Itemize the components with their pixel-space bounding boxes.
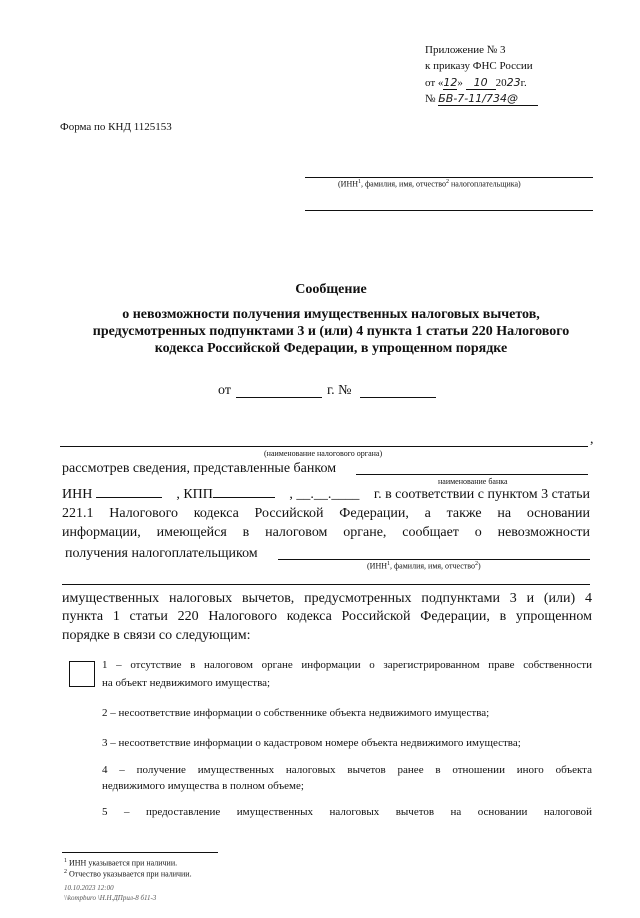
date-suffix: г. xyxy=(520,77,527,89)
date-from-word: от xyxy=(218,383,231,398)
date-day-value: 12 xyxy=(443,76,458,89)
document-heading: Сообщение xyxy=(295,282,367,297)
footnote-separator xyxy=(62,852,218,853)
order-number-value: БВ-7-11/734@ xyxy=(438,92,538,106)
inn-row xyxy=(62,487,590,503)
para1-line2: 221.1 Налогового кодекса Российской Федерации, а также на основании xyxy=(62,506,590,521)
taxpayer-line-full xyxy=(62,584,590,585)
reason-2: 2 – несоответствие информации о собственнике объекта недвижимого имущества; xyxy=(102,707,490,719)
taxpayer-line-mid xyxy=(278,559,590,560)
reason-checkbox[interactable] xyxy=(69,661,95,687)
para1-line4: получения налогоплательщиком xyxy=(65,546,258,561)
para2-line3: порядке в связи со следующим: xyxy=(62,628,251,643)
date-month-value: 10 xyxy=(466,76,496,90)
date-blank-dots: , __.__.____ xyxy=(289,487,360,502)
bank-line xyxy=(356,474,588,475)
footnote-2: $^2$ Отчество указывается при наличии. xyxy=(64,869,192,879)
tax-authority-caption: (наименование налогового органа) xyxy=(264,449,383,458)
order-label: к приказу ФНС России xyxy=(425,60,533,72)
reason-4-line2: недвижимого имущества в полном объеме; xyxy=(102,780,304,792)
bank-caption: наименование банка xyxy=(438,477,508,486)
stamp-line-2: \\kompburo \H.Н.ДПрил-8 б11-3 xyxy=(64,894,157,902)
taxpayer-caption: (ИНН$^1$, фамилия, имя, отчество$^2$ налогоплательщика) xyxy=(338,179,521,189)
comma-mark: , xyxy=(590,432,594,447)
para1-line3: информации, имеющейся в налоговом органе, сообщает о невозможности xyxy=(62,525,590,540)
title-line-1: о невозможности получения имущественных налоговых вычетов, xyxy=(122,307,540,322)
date-mid-label: » xyxy=(457,77,463,89)
date-from-label: от « xyxy=(425,77,444,89)
date-number-label: г. № xyxy=(327,383,352,398)
order-number xyxy=(425,92,538,106)
taxpayer-line-second xyxy=(305,210,593,211)
reason-4-line1: 4 – получение имущественных налоговых вычетов ранее в отношении иного объекта xyxy=(102,764,592,776)
reason-3: 3 – несоответствие информации о кадастровом номере объекта недвижимого имущества; xyxy=(102,737,521,749)
inn-row-rest: г. в соответствии с пунктом 3 статьи xyxy=(373,487,590,502)
kpp-label: , КПП xyxy=(176,487,213,502)
form-code: Форма по КНД 1125153 xyxy=(60,121,172,133)
inn-blank xyxy=(96,497,162,498)
taxpayer-line-top xyxy=(305,177,593,178)
date-blank xyxy=(236,397,322,398)
para2-line2: пункта 1 статьи 220 Налогового кодекса Российской Федерации, в упрощенном xyxy=(62,609,592,624)
para2-line1: имущественных налоговых вычетов, предусмотренных подпунктами 3 и (или) 4 xyxy=(62,591,592,606)
footnote-1: $^1$ ИНН указывается при наличии. xyxy=(64,858,178,868)
inn-label: ИНН xyxy=(62,487,93,502)
stamp-line-1: 10.10.2023 12:00 xyxy=(64,884,114,892)
order-date xyxy=(425,76,527,90)
appendix-label: Приложение № 3 xyxy=(425,44,506,56)
tax-authority-line xyxy=(60,446,588,447)
title-line-3: кодекса Российской Федерации, в упрощенном порядке xyxy=(154,341,508,356)
taxpayer-caption-mid: (ИНН$^1$, фамилия, имя, отчество$^2$) xyxy=(367,561,481,571)
bank-line-label: рассмотрев сведения, представленные банком xyxy=(62,461,337,476)
title-line-2: предусмотренных подпунктами 3 и (или) 4 пункта 1 статьи 220 Налогового xyxy=(92,324,570,339)
number-blank xyxy=(360,397,436,398)
date-year-value: 23 xyxy=(506,76,521,89)
number-prefix: № xyxy=(425,93,436,105)
reason-1-line2: на объект недвижимого имущества; xyxy=(102,677,271,689)
kpp-blank xyxy=(213,497,275,498)
reason-5-line1: 5 – предоставление имущественных налоговых вычетов на основании налоговой xyxy=(102,806,592,818)
date-year-prefix: 20 xyxy=(495,77,507,89)
reason-1-line1: 1 – отсутствие в налоговом органе информации о зарегистрированном праве собственности xyxy=(102,659,592,671)
